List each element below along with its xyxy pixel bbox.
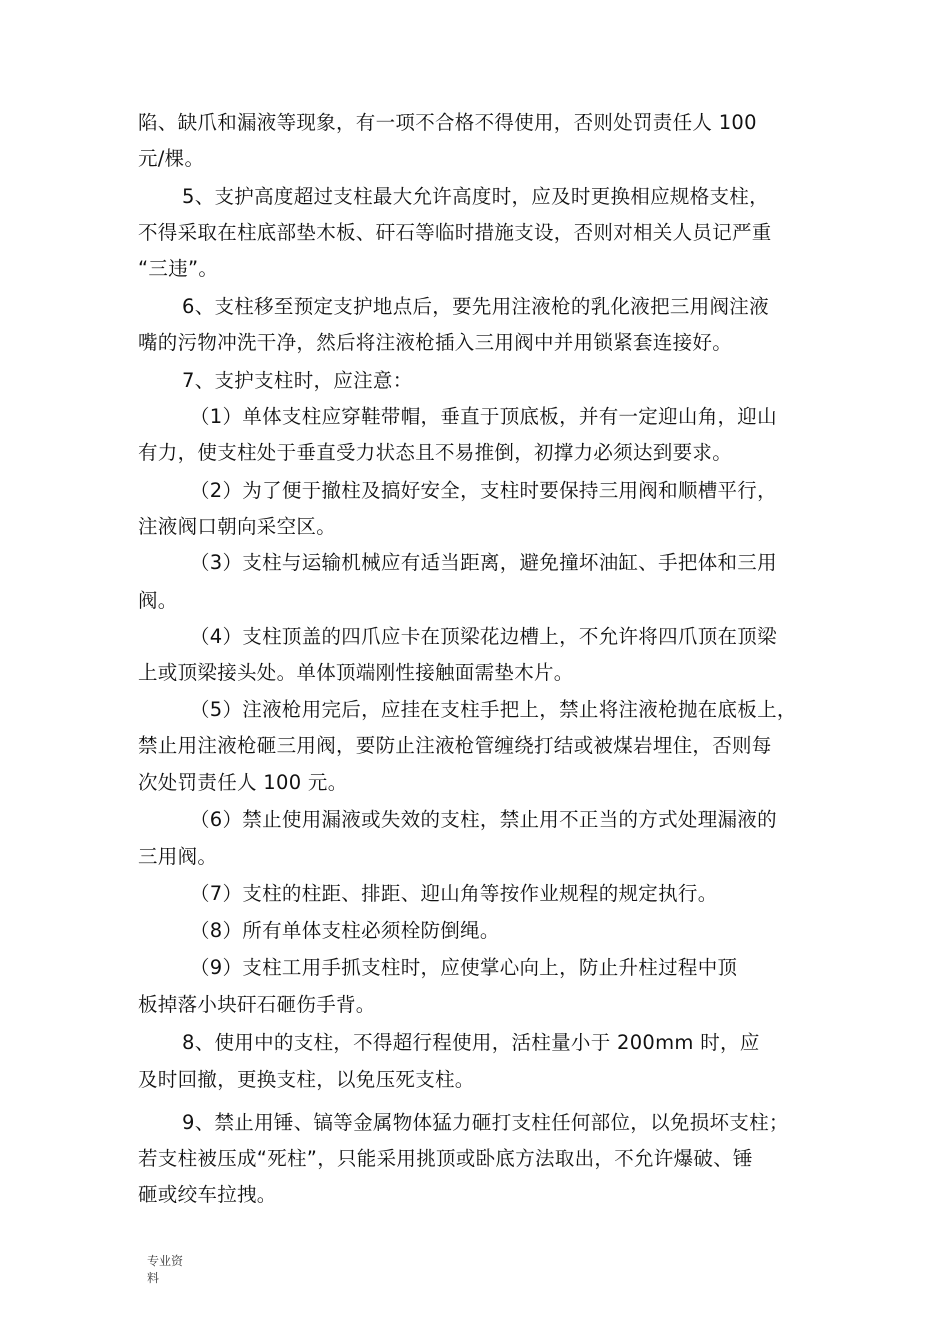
text-line: 砸或绞车拉拽。 [138,1183,277,1206]
text-line: 陷、缺爪和漏液等现象，有一项不合格不得使用，否则处罚责任人 100 [138,111,757,134]
text-line: （8）所有单体支柱必须栓防倒绳。 [190,919,500,942]
text-line: （2）为了便于撤柱及搞好安全，支柱时要保持三用阀和顺槽平行， [190,479,777,502]
text-line: 9、禁止用锤、镐等金属物体猛力砸打支柱任何部位，以免损坏支柱； [182,1111,789,1134]
text-line: 及时回撤，更换支柱，以免压死支柱。 [138,1068,475,1091]
text-line: 7、支护支柱时，应注意： [182,369,413,392]
text-line: 上或顶梁接头处。单体顶端刚性接触面需垫木片。 [138,661,574,684]
text-line: 8、使用中的支柱，不得超行程使用，活柱量小于 200mm 时，应 [182,1031,760,1054]
text-line: 不得采取在柱底部垫木板、矸石等临时措施支设，否则对相关人员记严重 [138,221,772,244]
text-line: 元/棵。 [138,147,205,170]
text-line: 嘴的污物冲洗干净，然后将注液枪插入三用阀中并用锁紧套连接好。 [138,331,733,354]
text-line: “三违”。 [138,257,219,280]
text-line: （9）支柱工用手抓支柱时，应使掌心向上，防止升柱过程中顶 [190,956,738,979]
text-line: 6、支柱移至预定支护地点后，要先用注液枪的乳化液把三用阀注液 [182,295,769,318]
footer-line: 料 [147,1271,160,1285]
text-line: 5、支护高度超过支柱最大允许高度时，应及时更换相应规格支柱， [182,185,769,208]
text-line: 三用阀。 [138,845,218,868]
text-line: 若支柱被压成“死柱”，只能采用挑顶或卧底方法取出，不允许爆破、锤 [138,1147,753,1170]
text-line: （7）支柱的柱距、排距、迎山角等按作业规程的规定执行。 [190,882,718,905]
text-line: 有力，使支柱处于垂直受力状态且不易推倒，初撑力必须达到要求。 [138,441,733,464]
text-line: （1）单体支柱应穿鞋带帽，垂直于顶底板，并有一定迎山角，迎山 [190,405,777,428]
page-footer [147,1253,183,1287]
text-line: 次处罚责任人 100 元。 [138,771,348,794]
text-line: （5）注液枪用完后，应挂在支柱手把上，禁止将注液枪抛在底板上， [190,698,797,721]
text-line: 阀。 [138,589,178,612]
text-line: （3）支柱与运输机械应有适当距离，避免撞坏油缸、手把体和三用 [190,551,777,574]
text-line: 板掉落小块矸石砸伤手背。 [138,993,376,1016]
text-line: （6）禁止使用漏液或失效的支柱，禁止用不正当的方式处理漏液的 [190,808,777,831]
text-line: 注液阀口朝向采空区。 [138,515,337,538]
text-line: 禁止用注液枪砸三用阀，要防止注液枪管缠绕打结或被煤岩埋住，否则每 [138,734,772,757]
text-line: （4）支柱顶盖的四爪应卡在顶梁花边槽上，不允许将四爪顶在顶梁 [190,625,777,648]
footer-line: 专业资 [147,1254,184,1268]
